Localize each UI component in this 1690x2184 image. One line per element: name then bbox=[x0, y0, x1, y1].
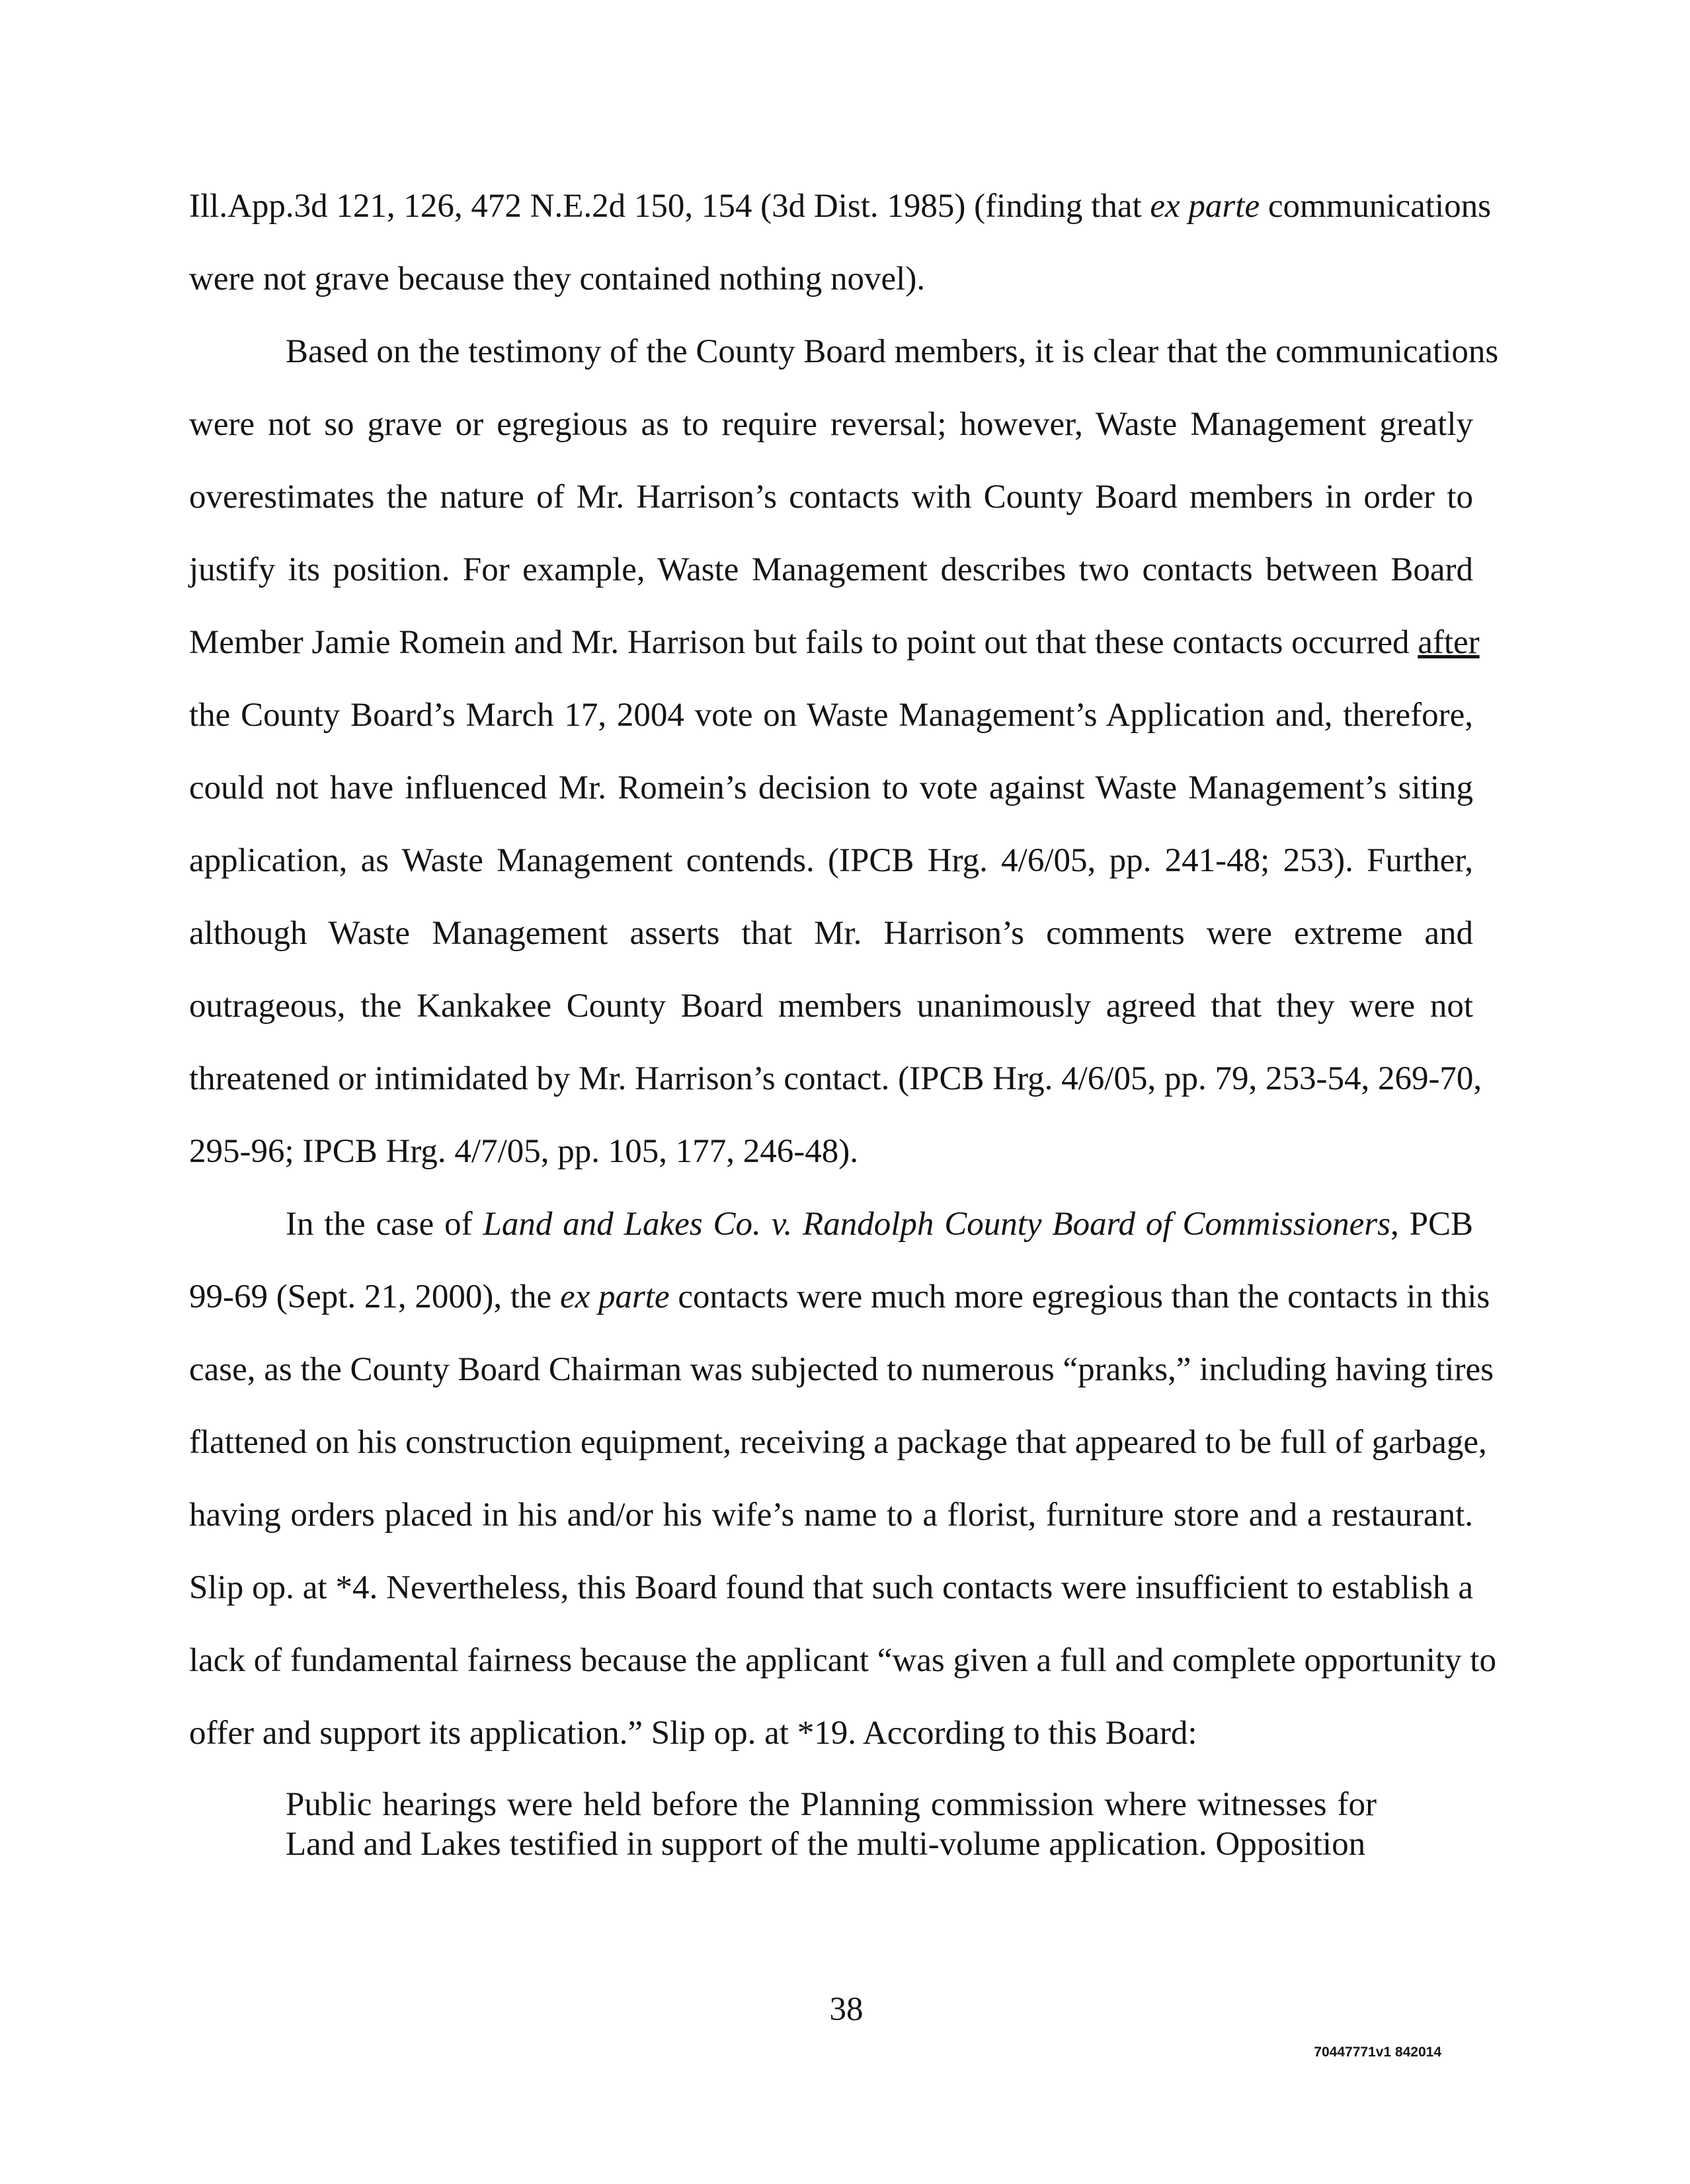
text-line bbox=[189, 1423, 1487, 1462]
text-line bbox=[189, 1568, 1473, 1608]
text-run: , PCB bbox=[1390, 1206, 1473, 1243]
text-line bbox=[189, 550, 1473, 590]
text-run: justify its position. For example, Waste Management describes two contacts between Board bbox=[189, 551, 1473, 588]
text-line bbox=[189, 477, 1473, 517]
text-line bbox=[189, 623, 1480, 662]
text-line bbox=[189, 1350, 1494, 1389]
text-run: case, as the County Board Chairman was subjected to numerous “pranks,” including having tires bbox=[189, 1351, 1494, 1388]
text-run: Ill.App.3d 121, 126, 472 N.E.2d 150, 154 (3d Dist. 1985) (finding that bbox=[189, 188, 1150, 225]
text-run: 295-96; IPCB Hrg. 4/7/05, pp. 105, 177, 246-48). bbox=[189, 1133, 858, 1170]
text-line bbox=[286, 332, 1499, 371]
text-run: outrageous, the Kankakee County Board members unanimously agreed that they were not bbox=[189, 988, 1473, 1025]
text-run: were not so grave or egregious as to require reversal; however, Waste Management greatly bbox=[189, 406, 1473, 443]
text-line bbox=[189, 986, 1473, 1026]
text-run: lack of fundamental fairness because the applicant “was given a full and complete opportunity to bbox=[189, 1642, 1496, 1679]
text-run: In the case of bbox=[286, 1206, 483, 1243]
text-line bbox=[189, 768, 1473, 808]
text-run: Slip op. at *4. Nevertheless, this Board found that such contacts were insufficient to establish a bbox=[189, 1569, 1473, 1606]
page-number: 38 bbox=[829, 1991, 864, 2028]
text-line bbox=[189, 695, 1473, 735]
text-run: application, as Waste Management contends. (IPCB Hrg. 4/6/05, pp. 241-48; 253). Further, bbox=[189, 842, 1473, 879]
text-line bbox=[189, 259, 1473, 299]
quote-line: Public hearings were held before the Planning commission where witnesses for bbox=[286, 1786, 1377, 1823]
text-line bbox=[189, 1059, 1482, 1099]
text-run: having orders placed in his and/or his wife’s name to a florist, furniture store and a restaurant. bbox=[189, 1497, 1473, 1534]
text-run: Member Jamie Romein and Mr. Harrison but fails to point out that these contacts occurred bbox=[189, 624, 1418, 661]
text-line bbox=[189, 186, 1491, 226]
italic-text: ex parte bbox=[1150, 188, 1260, 225]
text-line bbox=[189, 914, 1473, 953]
text-run: were not grave because they contained nothing novel). bbox=[189, 260, 926, 297]
text-line bbox=[189, 405, 1473, 444]
text-run: 99-69 (Sept. 21, 2000), the bbox=[189, 1278, 560, 1315]
text-run: threatened or intimidated by Mr. Harrison’s contact. (IPCB Hrg. 4/6/05, pp. 79, 253-54, 269-70, bbox=[189, 1060, 1482, 1097]
italic-text: ex parte bbox=[559, 1278, 670, 1315]
underlined-text: after bbox=[1418, 624, 1480, 661]
text-line bbox=[189, 1713, 1473, 1753]
text-line bbox=[189, 1641, 1496, 1680]
italic-text: Land and Lakes Co. v. Randolph County Board of Commissioners bbox=[483, 1206, 1390, 1243]
text-run: flattened on his construction equipment, receiving a package that appeared to be full of garbage, bbox=[189, 1424, 1487, 1461]
text-run: could not have influenced Mr. Romein’s decision to vote against Waste Management’s siting bbox=[189, 769, 1473, 806]
text-line bbox=[189, 1132, 1473, 1171]
document-id: 70447771v1 842014 bbox=[1314, 2045, 1441, 2060]
text-line bbox=[286, 1204, 1473, 1244]
quote-line: Land and Lakes testified in support of the multi-volume application. Opposition bbox=[286, 1826, 1366, 1863]
text-line bbox=[189, 1495, 1473, 1535]
text-line bbox=[189, 1277, 1490, 1317]
text-run: contacts were much more egregious than the contacts in this bbox=[669, 1278, 1490, 1315]
text-run: the County Board’s March 17, 2004 vote on Waste Management’s Application and, therefore, bbox=[189, 697, 1473, 734]
text-line bbox=[189, 841, 1473, 880]
text-run: Based on the testimony of the County Board members, it is clear that the communications bbox=[286, 333, 1499, 370]
text-run: overestimates the nature of Mr. Harrison’s contacts with County Board members in order to bbox=[189, 479, 1473, 516]
text-run: offer and support its application.” Slip op. at *19. According to this Board: bbox=[189, 1715, 1197, 1752]
text-run: communications bbox=[1260, 188, 1491, 225]
text-run: although Waste Management asserts that Mr. Harrison’s comments were extreme and bbox=[189, 915, 1473, 952]
